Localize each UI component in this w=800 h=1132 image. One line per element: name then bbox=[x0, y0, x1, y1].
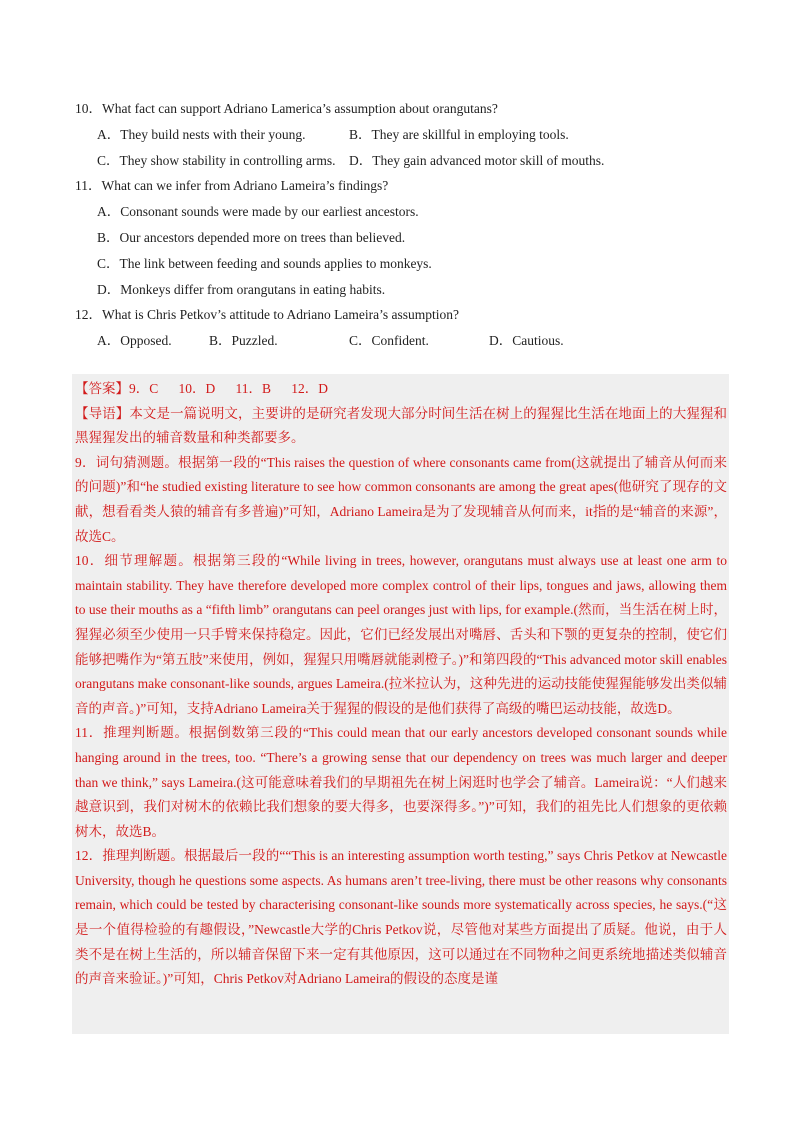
question-10-option-c: C．They show stability in controlling arms. bbox=[97, 152, 336, 168]
question-11-option-a: A．Consonant sounds were made by our earliest ancestors. bbox=[97, 204, 419, 220]
explanation-11: 11．推理判断题。根据倒数第三段的“This could mean that our early ancestors developed consonant sounds while hanging around in the trees, too. “There’s a growing sense that our dependency on trees was much larger and deeper than we think,” says Lameira.(这可能意味着我们的早期祖先在树上闲逛时也学会了辅音。Lameira说：“人们越来越意识到，我们对树木的依赖比我们想象的要大得多，也要深得多。”)”可知，我们的祖先比人们想象的更依赖树木，故选B。 bbox=[75, 725, 727, 839]
question-10-options-row-2 bbox=[75, 148, 735, 174]
answer-key-line: 【答案】9．C 10．D 11．B 12．D bbox=[75, 381, 329, 396]
explanation-9: 9．词句猜测题。根据第一段的“This raises the question of where consonants came from(这就提出了辅音从何而来的问题)”和“he studied existing literature to see how common consonants are among the great apes(他研究了现存的文献，想看看类人猿的辅音有多普遍)”可知，Adriano Lameira是为了发现辅音从何而来，it指的是“辅音的来源”，故选C。 bbox=[75, 454, 727, 544]
question-12-option-d: D．Cautious. bbox=[489, 333, 564, 349]
question-10-option-b: B．They are skillful in employing tools. bbox=[349, 126, 569, 142]
explanation-12: 12．推理判断题。根据最后一段的““This is an interesting assumption worth testing,” says Chris Petkov at Newcastle University, though he questions some aspects. As humans aren’t tree-living, there must be other reasons why consonants remain, which could be tested by characterising consonant-like sounds more systematically across species, he says.(“这是一个值得检验的有趣假设，”Newcastle大学的Chris Petkov说，尽管他对某些方面提出了质疑。他说，由于人类不是在树上生活的，所以辅音保留下来一定有其他原因，这可以通过在不同物种之间更系统地描述类似辅音的声音来验证。)”可知，Chris Petkov对Adriano Lameira的假设的态度是谨 bbox=[75, 848, 727, 987]
question-12-stem: 12．What is Chris Petkov’s attitude to Adriano Lameira’s assumption? bbox=[75, 307, 459, 323]
questions-section bbox=[75, 96, 735, 354]
explanation-10: 10．细节理解题。根据第三段的“While living in trees, however, orangutans must always use at least one arm to maintain stability. They have therefore developed more complex control of their lips, tongues and jaws, allowing them to use their mouths as a “fifth limb” orangutans can peel oranges just with lips, for example.(然而，当生活在树上时，猩猩必须至少使用一只手臂来保持稳定。因此，它们已经发展出对嘴唇、舌头和下颚的更复杂的控制，使它们能够把嘴作为“第五肢”来使用，例如，猩猩只用嘴唇就能剥橙子。)”和第四段的“This advanced motor skill enables orangutans make consonant-like sounds, argues Lameira.(拉米拉认为，这种先进的运动技能使猩猩能够发出类似辅音的声音。)”可知，支持Adriano Lameira关于猩猩的假设的是他们获得了高级的嘴巴运动技能，故选D。 bbox=[75, 553, 727, 716]
question-12-option-b: B．Puzzled. bbox=[209, 333, 278, 349]
question-11-option-b: B．Our ancestors depended more on trees than believed. bbox=[97, 229, 406, 245]
question-12-option-c: C．Confident. bbox=[349, 333, 429, 349]
question-10-option-d: D．They gain advanced motor skill of mouths. bbox=[349, 152, 605, 168]
answer-section bbox=[75, 377, 727, 992]
question-11-option-c: C．The link between feeding and sounds applies to monkeys. bbox=[97, 255, 432, 271]
answer-intro: 【导语】本文是一篇说明文，主要讲的是研究者发现大部分时间生活在树上的猩猩比生活在地面上的大猩猩和黑猩猩发出的辅音数量和种类都要多。 bbox=[75, 405, 727, 446]
question-10-option-a: A．They build nests with their young. bbox=[97, 126, 306, 142]
question-11-stem: 11．What can we infer from Adriano Lameira’s findings? bbox=[75, 178, 389, 194]
question-10-options-row-1 bbox=[75, 122, 735, 148]
question-11-option-d: D．Monkeys differ from orangutans in eating habits. bbox=[97, 281, 386, 297]
question-12-option-a: A．Opposed. bbox=[97, 333, 172, 349]
question-10-stem: 10．What fact can support Adriano Lamerica’s assumption about orangutans? bbox=[75, 101, 498, 116]
question-12-options-row bbox=[75, 328, 735, 354]
